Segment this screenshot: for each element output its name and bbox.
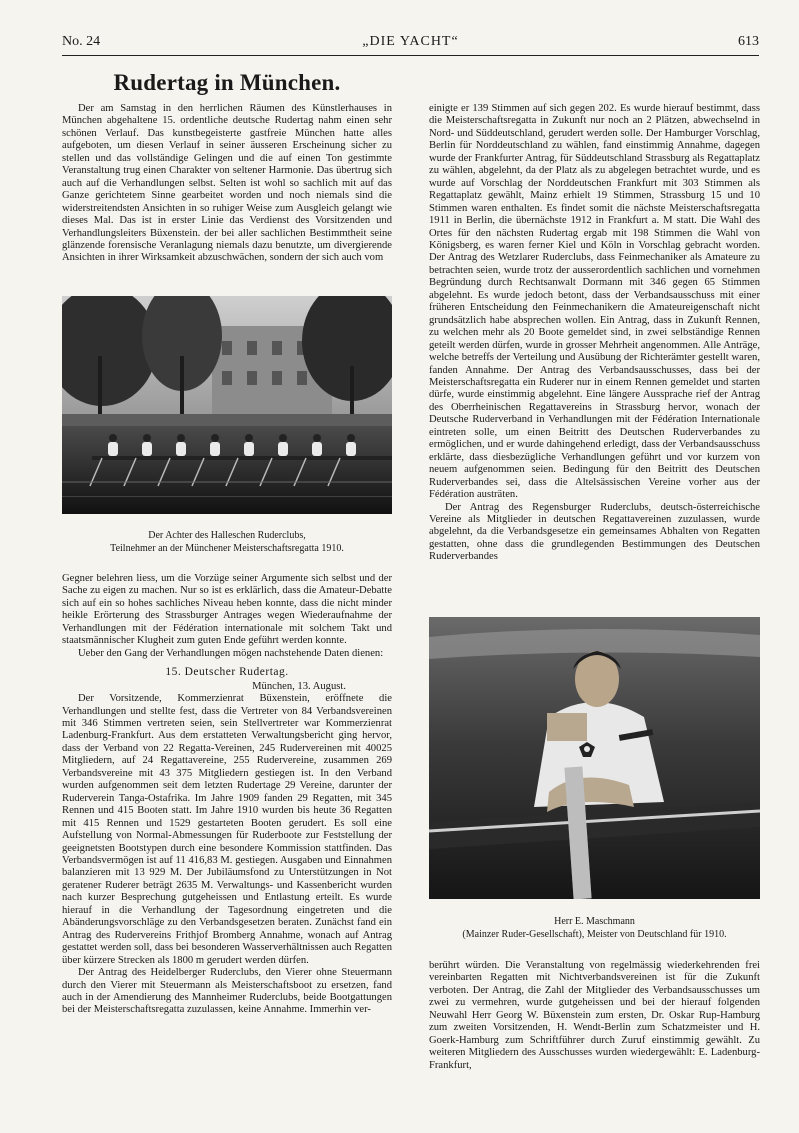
column-2-top xyxy=(429,103,760,564)
column-1-top xyxy=(62,103,392,265)
paragraph: Ueber den Gang der Verhandlungen mögen nachstehende Daten dienen: xyxy=(78,647,384,659)
article-title: Rudertag in München. xyxy=(113,70,341,95)
paragraph: Der Vorsitzende, Kommerzienrat Büxenstein, eröffnete die Verhandlungen und stellte fest, dass die Vertreter von 84 Verbandsvereinen mit 346 Stimmen vertreten seien, sein Stellvertreter war Kommerzienrat Ladenburg-Frankfurt. Aus dem erstatteten Verwaltungsbericht ging hervor, dass der Verband von 22 Regatta-Vereinen, 245 Rudervereinen mit 40025 Mitgliedern, auf 24 Regattavereine, 255 Rudervereine, zusammen 269 Verbandsvereine mit 43 375 Mitgliedern gestiegen ist. In den Verband wurden aufgenommen seit dem letzten Rudertage 29 Vereine, darunter der Ruderverein Tanga-Ostafrika. Im Jahre 1909 fanden 29 Regatten, mit 345 Rennen und 415 Booten statt. Im Jahre 1910 wurden bis heute 36 Regatten mit 415 Rennen und 1529 gestarteten Booten gerudert. Es soll eine Aufstellung von Normal-Abmessungen für Ruderboote zur Feststellung der geeignetsten Bootstypen durch eine besondere Kommission stattfinden. Das Verbandsvermögen ist auf 11 416,83 M. gestiegen. Ausgaben und Einnahmen balanzieren mit 13 929 M. Der Jubiläumsfond zu Unterstützungen in Not geratener Ruderer beträgt 2635 M. Verwaltungs- und Kassenbericht wurden nach kurzer Besprechung gutgeheissen und Entlastung erteilt. Es wurde hierauf in die Verhandlung der Tagesordnung eingetreten und die Abänderungsvorschläge zu den Verbandsgesetzen beraten. Zunächst fand ein Antrag des Rudervereins Frithjof Bromberg Annahme, wonach auf Antrag gestattet werden soll, dass bei besonderen Wasserverhältnissen auch Regatten über kürzere Strecken als 1800 m gerudert werden dürfen. xyxy=(62,693,392,966)
paragraph: Der am Samstag in den herrlichen Räumen des Künstlerhauses in München abgehaltene 15. ordentliche deutsche Rudertag nahm einen sehr schönen Verlauf. Das kunstbegeisterte gastfreie München hatte alles aufgeboten, um diesen Verlauf in seiner äusseren Erscheinung sicher zu stellen und das vollständige Gelingen und die auf einen Ton gestimmte Veranstaltung trug einen Charakter von seltener Harmonie. Das übertrug sich auch auf die Verhandlungen selbst. Selten ist wohl so sachlich mit auf das Ganze gerichtetem Sinne gearbeitet worden und noch niemals sind die widerstreitendsten Ansichten in so ruhiger Weise zum Ausgleich gelangt wie dieses Mal. Das ist in erster Linie das Verdienst des Vorsitzenden und Verhandlungsleiters Büxenstein. der bei aller sachlichen Bestimmtheit seine glänzende forensische Veranlagung niemals dazu benutzte, um divergierende Ansichten in ihrer Wirksamkeit abzuschwächen, sondern der sich auch vom xyxy=(62,103,392,264)
rowing-eight-image xyxy=(62,296,392,514)
photo2-caption-line-2: (Mainzer Ruder-Gesellschaft), Meister von Deutschland für 1910. xyxy=(462,929,727,940)
paragraph: berührt würden. Die Veranstaltung von regelmässig wiederkehrenden frei vereinbarten Regatten mit Nichtverbandsvereinen ist für die Zukunft verboten. Der Antrag, die Zahl der Mitglieder des Verbandsausschusses um zwei zu vermehren, wurde gutgeheissen und bei der hierauf folgenden Neuwahl Herr Georg W. Büxenstein zum ersten, Dr. Oskar Rup-Hamburg zum zweiten Vorsitzenden, H. Wendt-Berlin zum Schatzmeister und H. Goerk-Hamburg zum Schriftführer durch Zuruf einstimmig gewählt. Zu weiteren Mitgliedern des Ausschusses wurden wiedergewählt: E. Ladenburg-Frankfurt, xyxy=(429,960,760,1071)
paragraph: Gegner belehren liess, um die Vorzüge seiner Argumente sich selbst und der Sache zu eigen zu machen. Nur so ist es erklärlich, dass die Amateur-Debatte sich auf ein so hohes sachliches Niveau heben konnte, dass die nicht minder heikle Erörterung des Strassburger Antrages wegen Wiederaufnahme der Verhandlungen mit der Fédération internationale mit solchem Takt und staatsmännischer Klugheit zum guten Ende geführt werden konnte. xyxy=(62,573,392,647)
issue-number: No. 24 xyxy=(62,34,101,49)
photo2-caption-line-1: Herr E. Maschmann xyxy=(554,916,635,927)
rower-portrait-image xyxy=(429,617,760,899)
paragraph: Der Antrag des Heidelberger Ruderclubs, den Vierer ohne Steuermann durch den Vierer mit Steuermann als Meisterschaftsboot zu ersetzen, fand auch in der Amendierung des Mannheimer Ruderclubs, beide Bootgattungen bei der Meisterschaftsregatta zuzulassen, keine Annahme. Immerhin ver- xyxy=(62,967,392,1016)
column-1-bottom xyxy=(62,573,392,1017)
page-number: 613 xyxy=(738,34,759,49)
magazine-title: „DIE YACHT“ xyxy=(362,34,459,49)
photo1-caption-line-2: Teilnehmer an der Münchener Meisterschaftsregatta 1910. xyxy=(110,543,344,554)
photo1-caption xyxy=(62,529,392,555)
rower-portrait-photo xyxy=(429,617,760,899)
running-header xyxy=(62,34,759,56)
section-heading: 15. Deutscher Rudertag. xyxy=(165,666,289,679)
column-2-bottom xyxy=(429,960,760,1072)
paragraph: Der Antrag des Regensburger Ruderclubs, deutsch-österreichische Vereine als Mitglieder in deutschen Regattavereinen zuzulassen, wurde abgelehnt, da die Verbandsgesetze ein gemeinsames Abhalten von Regatten gestatten, ohne dass die grundlegenden Bestimmungen des Deutschen Ruderverbandes xyxy=(429,501,760,563)
header-rule xyxy=(62,55,759,56)
paragraph: einigte er 139 Stimmen auf sich gegen 202. Es wurde hierauf bestimmt, dass die Meisterschaftsregatta in Zukunft nur noch an 2 Plätzen, abwechselnd in Nord- und Süddeutschland, gerudert werden solle. Der Hamburger Vorschlag, Berlin für Norddeutschland zu wählen, fand einstimmig Annahme, dagegen wurde der Frankfurter Antrag, für Süddeutschland Strassburg als Regattaplatz zu wählen, abgelehnt, da der Platz als zu abgelegen betrachtet wurde, und es wurde auf Vorschlag der Norddeutschen Frankfurt mit 303 Stimmen als Regattaplatz gewählt, Mainz erhielt 19 Stimmen, Strassburg 15 und 10 Stimmen waren enthalten. Es findet somit die nächste Meisterschaftsregatta 1911 in Berlin, die übernächste 1912 in Frankfurt a. M statt. Die Wahl des Ortes für den nächsten Rudertag ergab mit 198 Stimmen die Wahl von Königsberg, es waren ferner Kiel und Köln in Vorschlag gebracht worden. Der Antrag des Wetzlarer Ruderclubs, dass Feinmechaniker als Amateure zu betrachten seien, wurde trotz der ausserordentlich sachlichen und vornehmen Begründung durch Rechtsanwalt Dormann mit 346 gegen 65 Stimmen abgelehnt. Es wurde jedoch betont, dass der Verbandsausschuss mit einer früheren Entscheidung den Feinmechanikern die Amateureigenschaft nicht grundsätzlich habe absprechen wollen. Ein Antrag, dass in Zukunft Rennen, zu welchen mehr als 20 Boote gemeldet sind, in zwei selbständige Rennen geteilt werden dürfen, wurde in grosser Mehrheit angenommen. Alle Anträge, welche betreffs der Verteilung und Ausübung der Richterämter gestellt waren, fanden Annahme. Der Antrag des Verbandsausschusses, dass bei der Meisterschaftsregatta ein Ruderer nur in einem Rennen gemeldet und starten dürfe, wurde einstimmig abgelehnt. Eine längere Aussprache rief der Antrag des Oberrheinischen Regattavereins in Strassburg hervor, wonach der Deutsche Ruderverband in Verhandlungen mit der Fédération Internationale eintreten solle, um einen Beitritt des Deutschen Ruderverbandes zu ermöglichen, und er wurde dahingehend erledigt, dass der Verbandsausschuss erklärte, dass diesbezügliche Verhandlungen geführt und vor kurzem von neuem aufgenommen seien. Bedingung für den Beitritt des Deutschen Ruderverbandes sei, dass die Altelsässischen Vereine vorher aus der Fédération austräten. xyxy=(429,103,760,501)
photo1-caption-line-1: Der Achter des Halleschen Ruderclubs, xyxy=(148,530,306,541)
rowing-eight-photo xyxy=(62,296,392,514)
dateline: München, 13. August. xyxy=(252,680,346,692)
photo2-caption xyxy=(429,915,760,941)
